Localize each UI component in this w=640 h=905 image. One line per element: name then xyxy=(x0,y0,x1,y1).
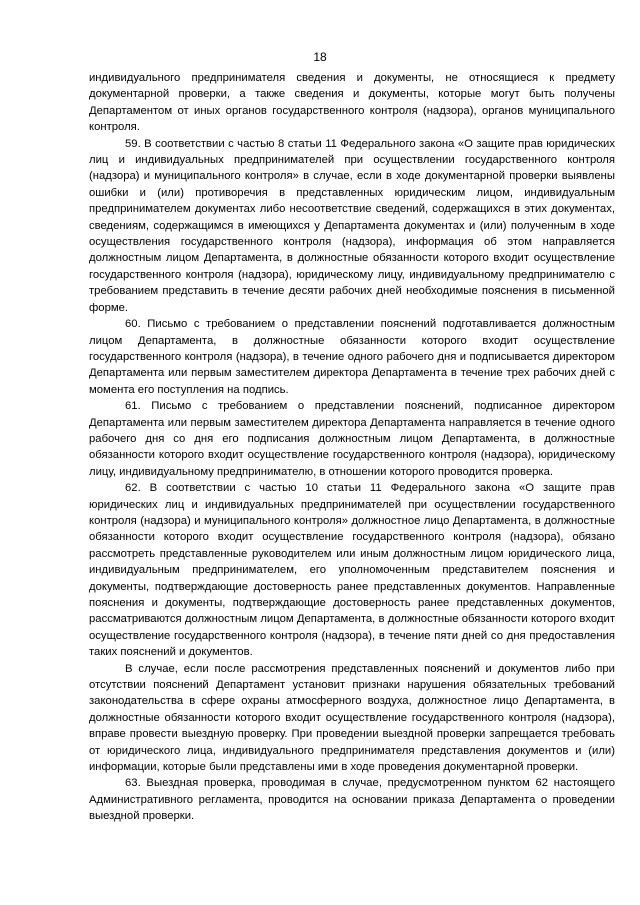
paragraph-59: 59. В соответствии с частью 8 статьи 11 Федерального закона «О защите прав юридических лиц и индивидуальных предпринимателей при осуществлении государственного контроля (надзора) и муниципального контроля» в случае, если в ходе документарной проверки выявлены ошибки и (или) противоречия в представленных юридическим лицом, индивидуальным предпринимателем документах либо несоответствие сведений, содержащихся в этих документах, сведениям, содержащимся в имеющихся у Департамента документах и (или) полученным в ходе осуществления государственного контроля (надзора), информация об этом направляется должностным лицом Департамента, в должностные обязанности которого входит осуществление государственного контроля (надзора), юридическому лицу, индивидуальному предпринимателю с требованием представить в течение десяти рабочих дней необходимые пояснения в письменной форме. xyxy=(89,137,615,314)
page-body xyxy=(89,70,615,825)
paragraph-60: 60. Письмо с требованием о представлении пояснений подготавливается должностным лицом Департамента, в должностные обязанности которого входит осуществление государственного контроля (надзора), в течение одного рабочего дня и подписывается директором Департамента или первым заместителем директора Департамента в течение трех рабочих дней с момента его поступления на подпись. xyxy=(89,318,615,396)
paragraph-continuation: индивидуального предпринимателя сведения и документы, не относящиеся к предмету документарной проверки, а также сведения и документы, которые могут быть получены Департаментом от иных органов государственного контроля (надзора), органов муниципального контроля. xyxy=(89,72,615,134)
paragraph-61: 61. Письмо с требованием о представлении пояснений, подписанное директором Департамента или первым заместителем директора Департамента направляется в течение одного рабочего дня со дня его подписания должностным лицом Департамента, в должностные обязанности которого входит осуществление государственного контроля (надзора), юридическому лицу, индивидуальному предпринимателю, в отношении которого проводится проверка. xyxy=(89,400,615,478)
paragraph-63: 63. Выездная проверка, проводимая в случае, предусмотренном пунктом 62 настоящего Административного регламента, проводится на основании приказа Департамента о проведении выездной проверки. xyxy=(89,777,615,823)
paragraph-62-continued: В случае, если после рассмотрения представленных пояснений и документов либо при отсутствии пояснений Департамент установит признаки нарушения обязательных требований законодательства в сфере охраны атмосферного воздуха, должностное лицо Департамента, в должностные обязанности которого входит осуществление государственного контроля (надзора), вправе провести выездную проверку. При проведении выездной проверки запрещается требовать от юридического лица, индивидуального предпринимателя представления документов и (или) информации, которые были представлены ими в ходе проведения документарной проверки. xyxy=(89,662,615,774)
page-number: 18 xyxy=(313,50,327,64)
paragraph-62: 62. В соответствии с частью 10 статьи 11 Федерального закона «О защите прав юридических лиц и индивидуальных предпринимателей при осуществлении государственного контроля (надзора) и муниципального контроля» должностное лицо Департамента, в должностные обязанности которого входит осуществление государственного контроля (надзора), обязано рассмотреть представленные руководителем или иным должностным лицом юридического лица, индивидуальным предпринимателем, его уполномоченным представителем пояснения и документы, подтверждающие достоверность ранее представленных документов. Направленные пояснения и документы, подтверждающие достоверность ранее представленных документов, рассматриваются должностным лицом Департамента, в должностные обязанности которого входит осуществление государственного контроля (надзора), в течение пяти дней со дня предоставления таких пояснений и документов. xyxy=(89,482,615,659)
